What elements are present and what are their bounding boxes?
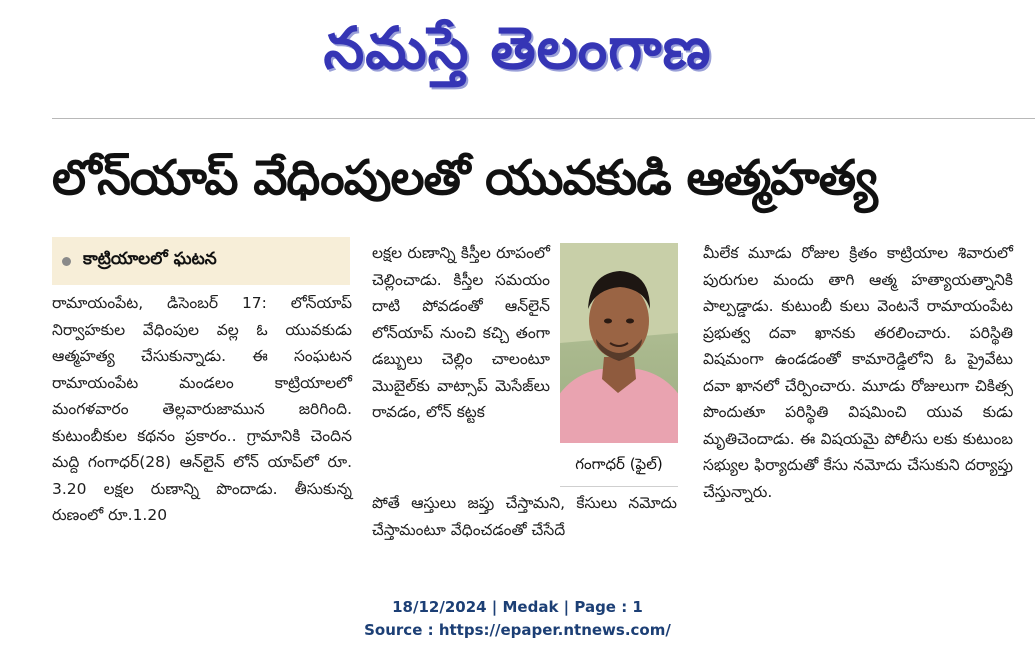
article-text-col2-top: లక్షల రుణాన్ని కిస్తీల రూపంలో చెల్లించాడు. కిస్తీల సమయం దాటి పోవడంతో ఆన్‌లైన్ లోన్‌యాప్ నుంచి కచ్చి తంగా డబ్బులు చెల్లిం చాలంటూ మొబైల్‌కు వాట్సాప్ మెసేజ్‌లు రావడం, లోన్ కట్టక xyxy=(372,244,550,421)
article-column-2-bottom xyxy=(372,490,677,543)
masthead-logo xyxy=(0,0,1035,110)
article-subheading: కాట్రియాలలో ఘటన xyxy=(83,249,217,269)
person-photo xyxy=(560,243,678,443)
masthead-title: నమస్తే తెలంగాణ xyxy=(323,13,712,82)
photo-caption: గంగాధర్ (ఫైల్) xyxy=(560,446,678,487)
footer-edition-info: 18/12/2024 | Medak | Page : 1 xyxy=(392,598,643,616)
footer-source-link[interactable]: Source : https://epaper.ntnews.com/ xyxy=(364,621,671,639)
article-column-2 xyxy=(372,240,550,426)
article-text-col2-bottom: పోతే ఆస్తులు జప్తు చేస్తామని, కేసులు నమోదు చేస్తామంటూ వేధించడంతో చేసేదే xyxy=(372,494,677,539)
article-text-col1: రామాయంపేట, డిసెంబర్ 17: లోన్‌యాప్ నిర్వాహకుల వేధింపుల వల్ల ఓ యువకుడు ఆత్మహత్య చేసుకున్నాడు. ఈ సంఘటన రామాయంపేట మండలం కాట్రియాలలో మంగళవారం తెల్లవారుజామున జరిగింది. కుటుంబీకుల కథనం ప్రకారం.. గ్రామానికి చెందిన మద్ది గంగాధర్(28) ఆన్‌లైన్ లోన్ యాప్‌లో రూ. 3.20 లక్షల రుణాన్ని పొందాడు. తీసుకున్న రుణంలో రూ.1.20 xyxy=(52,294,352,524)
article-headline: లోన్‌యాప్ వేధింపులతో యువకుడి ఆత్మహత్య xyxy=(52,150,877,206)
article-column-1 xyxy=(52,290,352,529)
footer xyxy=(0,596,1035,642)
article-subheading-box xyxy=(52,237,350,285)
masthead-divider xyxy=(52,118,1035,119)
article-text-col3: మీలేక మూడు రోజుల క్రితం కాట్రియాల శివారులో పురుగుల మందు తాగి ఆత్మ హత్యాయత్నానికి పాల్పడ్డాడు. కుటుంబీ కులు వెంటనే రామాయంపేట ప్రభుత్వ దవా ఖానకు తరలించారు. పరిస్థితి విషమంగా ఉండడంతో కామారెడ్డిలోని ఓ ప్రైవేటు దవా ఖానలో చేర్పించారు. మూడు రోజులుగా చికిత్స పొందుతూ పరిస్థితి విషమించి యువ కుడు మృతిచెందాడు. ఈ విషయమై పోలీసు లకు కుటుంబ సభ్యుల ఫిర్యాదుతో కేసు నమోదు చేసుకుని దర్యాప్తు చేస్తున్నారు. xyxy=(703,244,1013,501)
bullet-icon xyxy=(62,257,71,266)
article-column-3 xyxy=(703,240,1013,505)
